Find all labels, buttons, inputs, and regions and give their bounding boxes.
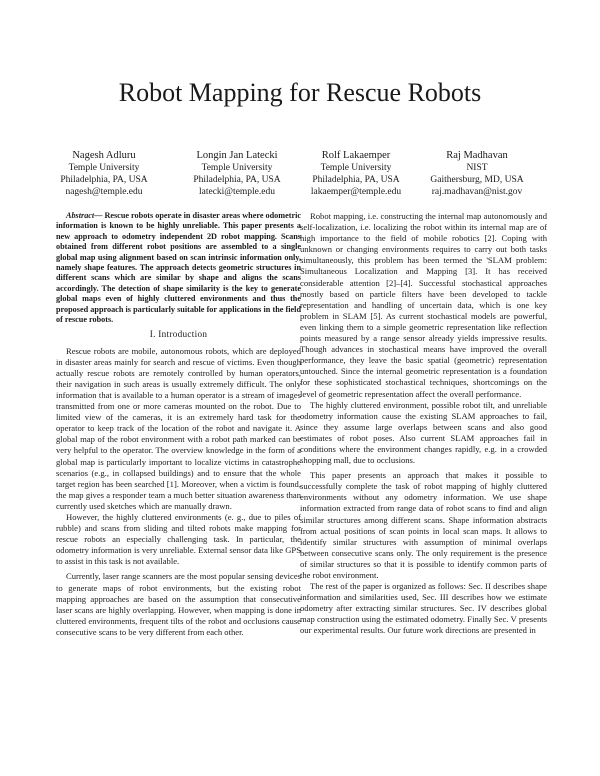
author-affiliation: Temple University xyxy=(320,163,392,173)
author-name: Nagesh Adluru xyxy=(72,150,136,161)
paragraph: This paper presents an approach that makes it possible to successfully complete the task of robot mapping of highly cluttered environments without any odometry information. We use shape information extracted from range data of robot scans to find and align similar structures among different scans. Shape information abstracts from actual positions of scan points in local scan maps. It allows to identify similar structures with assumption of minimal overlaps between consecutive scans only. The only requirement is the presence of similar structures so that it is possible to identify common parts of the robot environment. xyxy=(300,470,547,580)
right-column xyxy=(300,211,547,637)
abstract xyxy=(56,211,301,325)
author-location: Philadelphia, PA, USA xyxy=(193,175,281,185)
author-card xyxy=(177,149,297,198)
abstract-label: Abstract xyxy=(66,211,95,220)
author-affiliation: Temple University xyxy=(201,163,273,173)
author-card xyxy=(44,149,164,198)
abstract-text: — Rescue robots operate in disaster areas where odometric information is known to be highly unreliable. This paper presents a new approach to odometry independent 2D robot mapping. Scans obtained from different robot positions are assembled to a single global map using alignment based on scan intrinsic information only, namely shape features. The approach detects geometric structures in different scans which are similar by shape and aligns the scans accordingly. The detection of shape similarity is the key to generate global maps even of highly cluttered environments and thus the proposed approach is particularly suitable for applications in the field of rescue robots. xyxy=(56,211,301,325)
paragraph: Currently, laser range scanners are the most popular sensing devices to generate maps of robot environments, but the existing robot mapping approaches are based on the assumption that consecutive laser scans are highly overlapping. However, when mapping is done in cluttered environments, frequent tilts of the robot and occlusions cause consecutive scans to be very different from each other. xyxy=(56,571,301,637)
author-name: Rolf Lakaemper xyxy=(321,150,391,161)
author-email: lakaemper@temple.edu xyxy=(310,187,402,197)
paper-title: Robot Mapping for Rescue Robots xyxy=(118,78,482,107)
author-name: Raj Madhavan xyxy=(446,150,508,161)
author-card xyxy=(412,149,542,198)
author-affiliation: NIST xyxy=(466,163,488,173)
paragraph: The highly cluttered environment, possible robot tilt, and unreliable odometry information cause the existing SLAM approaches to fail, since they assume large overlaps between scans and also good estimates of robot poses. Also current SLAM approaches fail in conditions where the environment changes rapidly, e.g. in a crowded shopping mall, due to occlusions. xyxy=(300,399,547,466)
author-name: Longin Jan Latecki xyxy=(196,150,278,161)
paragraph: Robot mapping, i.e. constructing the internal map autonomously and self-localization, i.e. localizing the robot within its internal map are of high importance to the field of mobile robotics [2]. Coping with unknown or changing environments requires to carry out both tasks simultaneously, this problem has been termed the 'SLAM problem: Simultaneous Localization and Mapping [3]. It has received considerable attention [2]–[4]. Successful stochastical approaches mostly based on particle filters have been developed to tackle representation and handling of uncertain data, which is one key problem in SLAM [5]. As current stochastical models are powerful, even linking them to a simple geometric representation like reflection points measured by a range sensor already yields impressive results. Though advances in stochastical means have improved the overall performance, they leave the basic spatial (geometric) representation untouched. Since the internal geometric representation is a foundation for these sophisticated stochastical techniques, shortcomings on the level of geometric representation affect the overall performance. xyxy=(300,211,547,399)
author-card xyxy=(296,149,416,198)
paragraph: The rest of the paper is organized as follows: Sec. II describes shape information and similarities used, Sec. III describes how we estimate odometry after extracting similar structures. Sec. IV describes global map construction using the estimated odometry. Finally Sec. V presents our experimental results. Our future work directions are presented in xyxy=(300,581,547,636)
author-email: nagesh@temple.edu xyxy=(65,187,143,197)
author-email: latecki@temple.edu xyxy=(198,187,275,197)
section-heading: I. Introduction xyxy=(149,329,208,340)
left-column xyxy=(56,211,301,638)
author-affiliation: Temple University xyxy=(68,163,140,173)
author-block xyxy=(44,149,556,199)
paragraph: Rescue robots are mobile, autonomous robots, which are deployed in disaster areas mainly for search and rescue of victims. Even though actually rescue robots are remotely controlled by human operators, their navigation in such areas is usually extremely difficult. The only information that is available to a human operator is a stream of images transmitted from one or more cameras mounted on the robot. Due to limited view of the cameras, it is an extremely hard task for the operator to keep track of the location of the robot and navigate it. A global map of the robot environment with a robot path marked can be very helpful to the operator. The overview knowledge in the form of a global map is particularly important to localize victims in catastrophe scenarios (e.g., in collapsed buildings) and to ensure that the whole target region has been searched [1]. Moreover, when a victim is found, the map gives a responder team a much better situation awareness than currently used sketches which are manually drawn. xyxy=(56,345,301,511)
author-email: raj.madhavan@nist.gov xyxy=(431,187,523,197)
author-location: Philadelphia, PA, USA xyxy=(60,175,148,185)
author-location: Gaithersburg, MD, USA xyxy=(430,175,524,185)
author-location: Philadelphia, PA, USA xyxy=(312,175,400,185)
paragraph: However, the highly cluttered environments (e. g., due to piles of rubble) and scans from sliding and tilted robots make mapping for rescue robots an especially challenging task. In particular, the odometry information is very unreliable. External sensor data like GPS to assist in this task is not available. xyxy=(56,511,301,567)
